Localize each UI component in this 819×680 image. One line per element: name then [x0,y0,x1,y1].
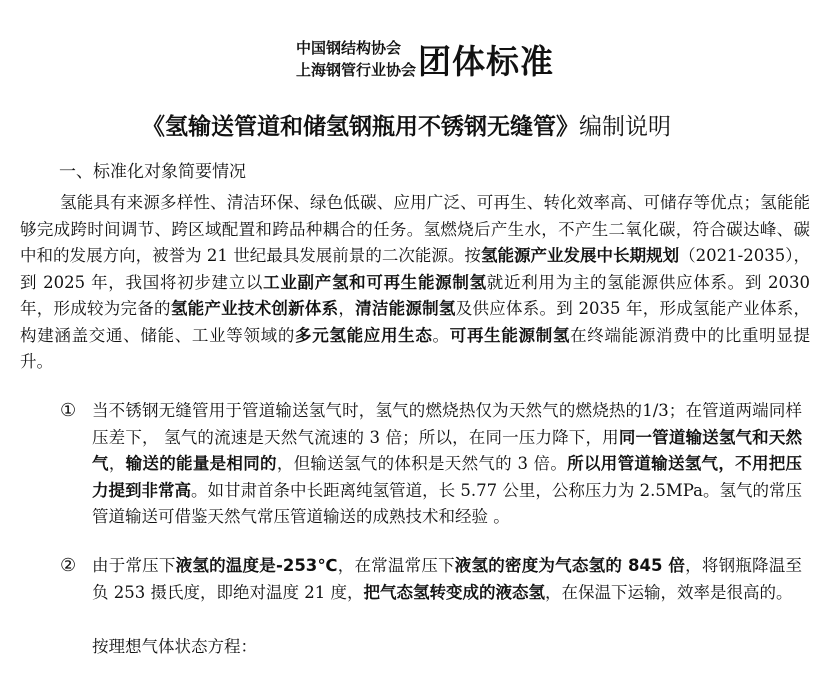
closing-line: 按理想气体状态方程： [92,637,257,656]
document-title [142,112,671,142]
text-run: 氢能具有来源多样性、清洁环保、绿色低碳、应用广泛、可再生、转化效率高、可储存等优点；氢能能够完成跨时间调节、跨区域配置和跨品种耦合的任务。氢燃烧后产生水，不产生二氧化碳，符合碳达峰、碳中和的发展方向，被誉为 21 世纪最具发展前景的二次能源。按 [20,193,810,265]
list-item-pipeline-transport [92,398,802,531]
text-run: ，在常温常压下 [337,556,455,575]
list-item-liquid-hydrogen [92,553,802,606]
emphasized-text: 液氢的温度是-253℃ [175,556,338,575]
text-run: 当不锈钢无缝管用于管道输送氢气时，氢气的燃烧热仅为天然气的燃烧热的1/3；在管道两端同样压差下， 氢气的流速是天然气流速的 3 倍；所以，在同一压力降下，用 [92,401,802,447]
organization-name: 中国钢结构协会 [296,38,402,57]
issuing-organizations [296,37,416,81]
emphasized-text: 可再生能源制氢 [449,325,571,345]
title-close-quote: 》 [556,114,579,140]
text-run: 在终端能源消费中的比重明显提升。 [20,325,811,371]
item-marker: ① [60,400,77,421]
emphasized-text: 液氢的密度为气态氢的 845 倍 [454,556,686,575]
text-run: （2021-2035），到 2025 年，我国将初步建立以 [20,246,810,292]
emphasized-text: 多元氢能应用生态 [295,325,433,345]
text-run: ，在保温下运输，效率是很高的。 [544,582,793,602]
emphasized-text: 同一管道输送氢气和天然气 [92,427,803,473]
emphasized-text: 工业副产氢和可再生能源制氢 [263,272,487,292]
title-standard-name: 氢输送管道和储氢钢瓶用不锈钢无缝管 [165,114,556,140]
emphasized-text: 氢能源产业发展中长期规划 [480,246,680,265]
text-run: 由于常压下 [92,556,176,575]
text-run: ， [338,299,356,318]
standard-type-title: 团体标准 [418,42,555,81]
emphasized-text: 氢能产业技术创新体系 [170,299,339,318]
item-marker: ② [60,555,77,576]
text-run: 。如甘肃首条中长距离纯氢管道，长 5.77 公里，公称压力为 2.5MPa。氢气的常压管道输送可借鉴天然气常压管道输送的成熟技术和经验 。 [92,480,802,526]
organization-name: 上海钢管行业协会 [296,60,417,79]
text-run: ，将钢瓶降温至负 253 摄氏度，即绝对温度 21 度， [92,556,803,602]
section-heading: 一、标准化对象简要情况 [59,162,246,182]
title-suffix: 编制说明 [579,114,671,140]
text-run: 就近利用为主的氢能源供应体系。到 2030 年，形成较为完备的 [20,272,810,318]
document-header [296,34,554,83]
text-run: 及供应体系。到 2035 年，形成氢能产业体系，构建涵盖交通、储能、工业等领域的 [20,299,811,345]
title-open-quote: 《 [142,114,165,140]
emphasized-text: 所以用管道输送氢气，不用把压力提到非常高 [92,454,803,500]
emphasized-text: 输送的能量是相同的 [125,454,277,473]
text-run: ，但输送氢气的体积是天然气的 3 倍。 [276,454,568,473]
intro-paragraph [20,190,810,376]
text-run: ， [108,454,126,473]
emphasized-text: 清洁能源制氢 [355,299,456,318]
text-run: 。 [432,325,450,345]
emphasized-text: 把气态氢转变成的液态氢 [363,582,545,602]
